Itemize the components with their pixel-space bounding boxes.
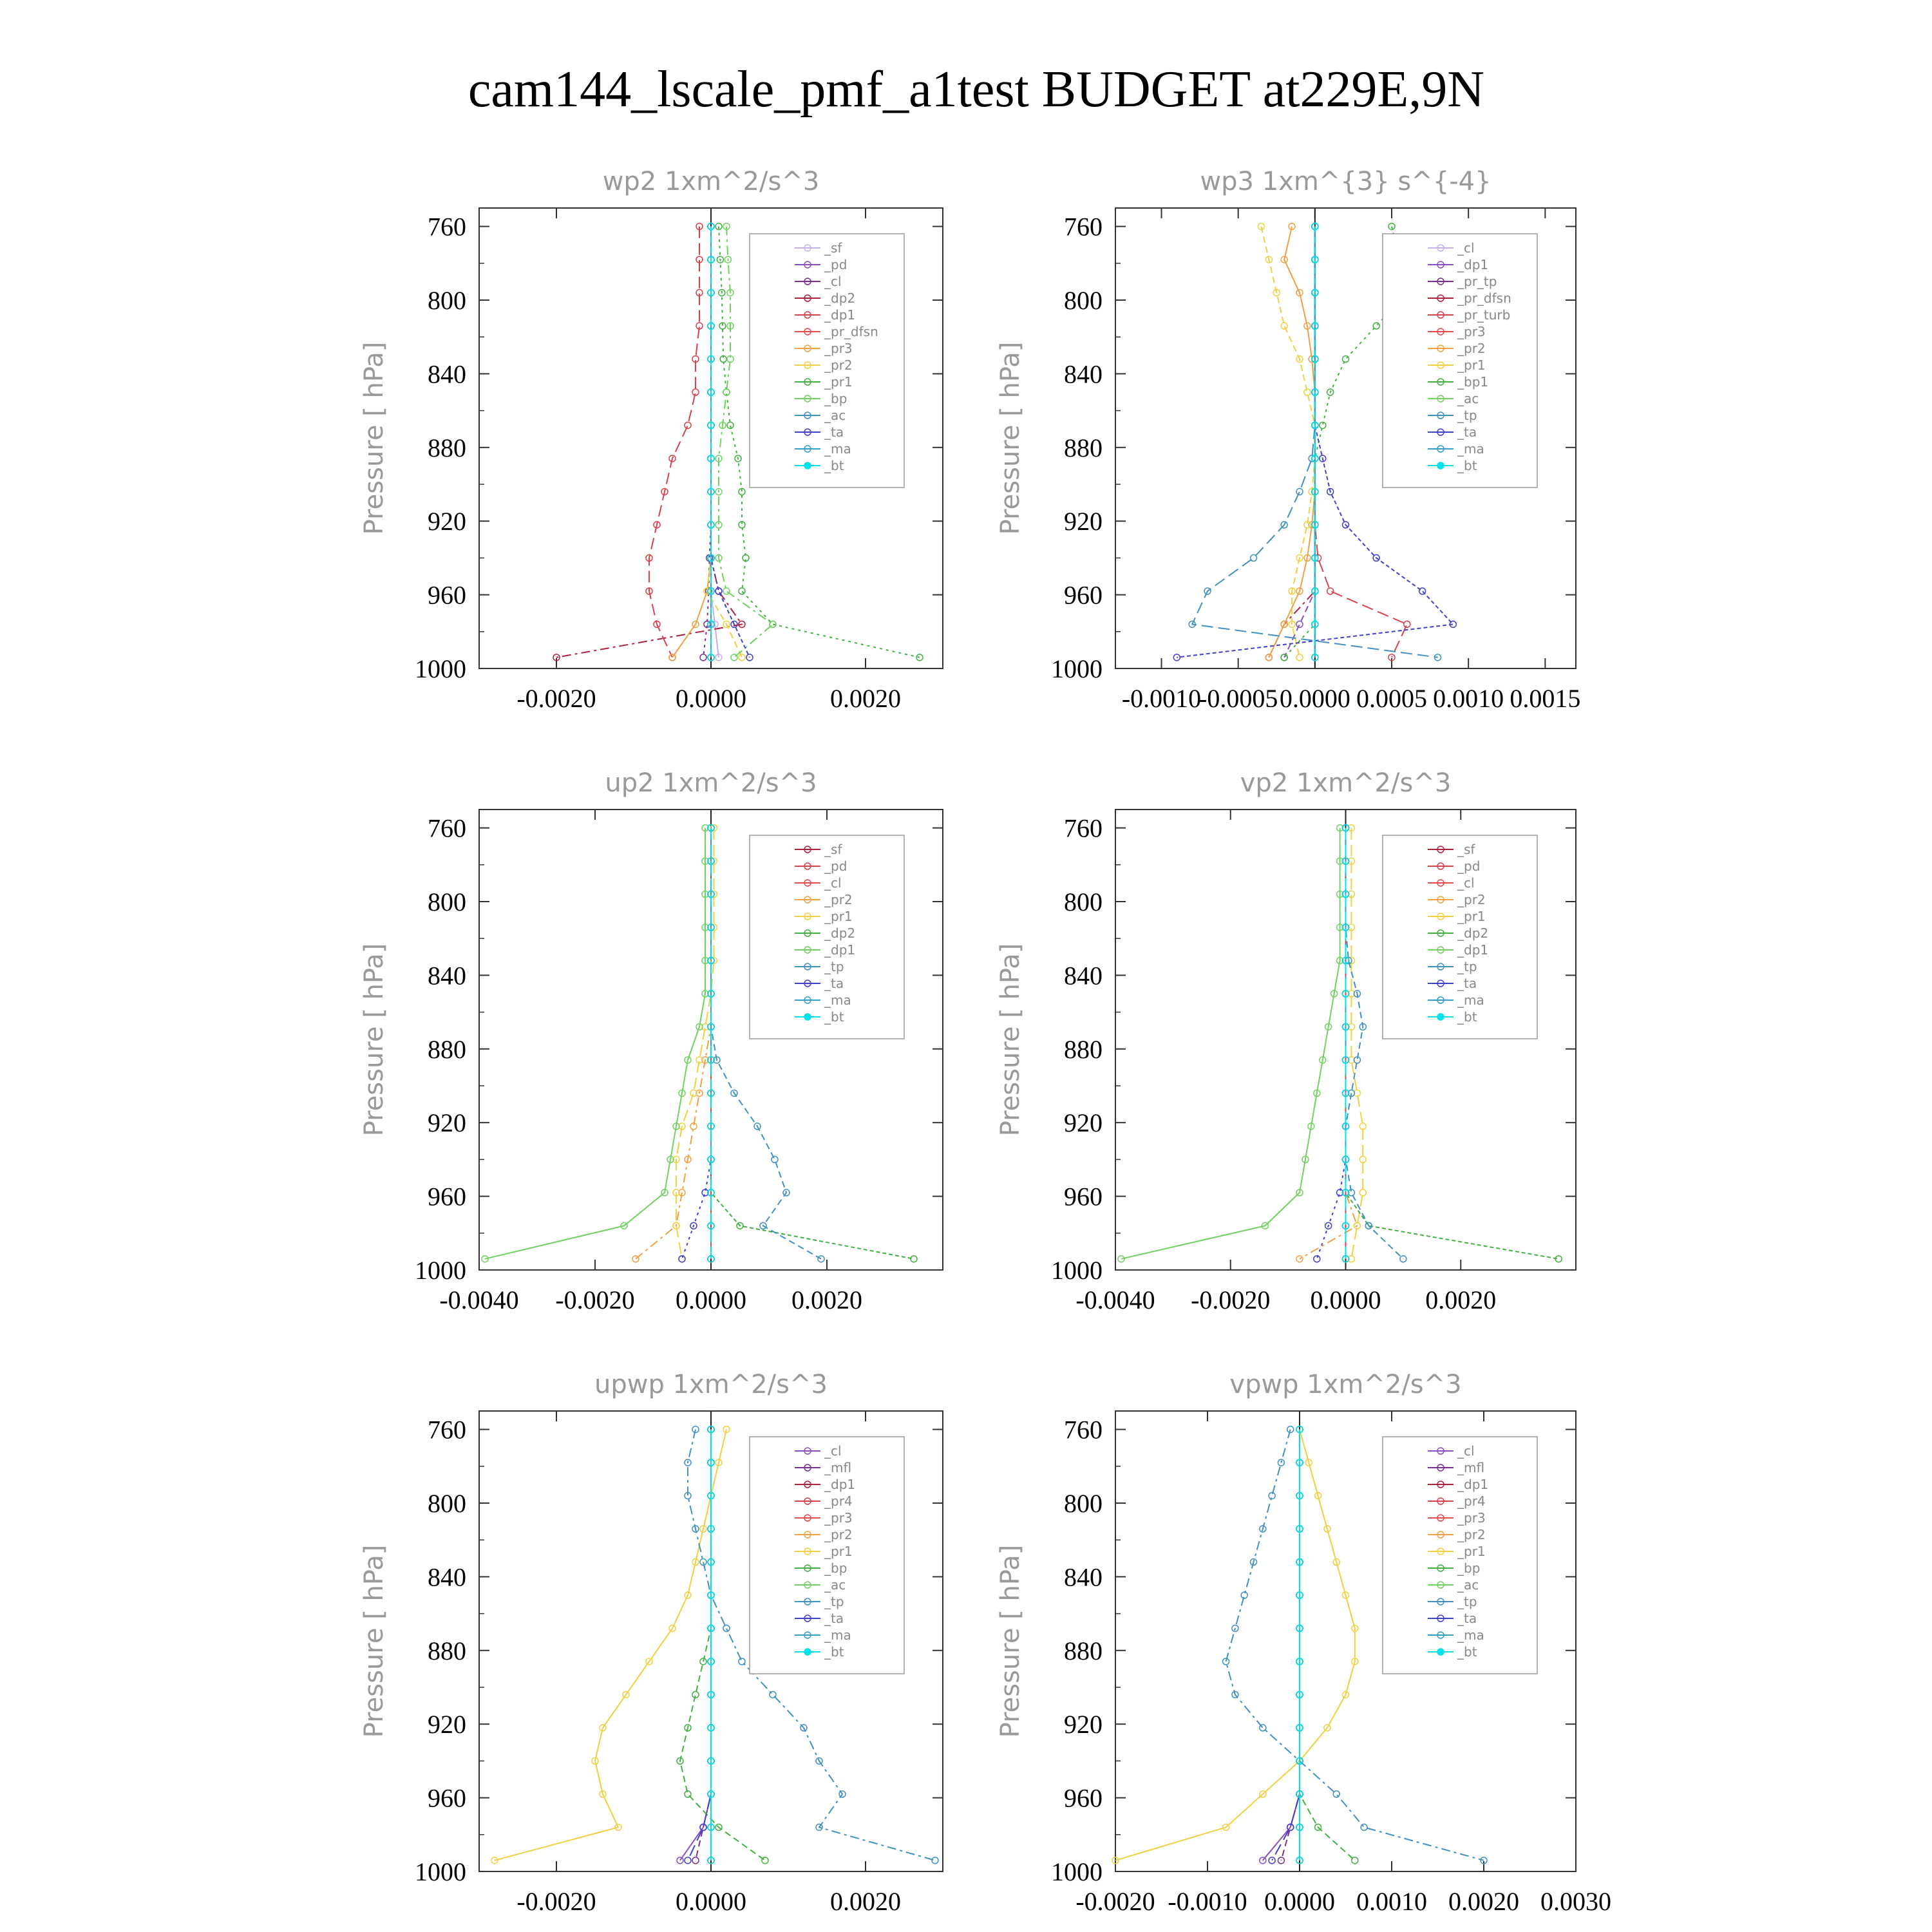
- subplot-title: vpwp 1xm^2/s^3: [1229, 1370, 1462, 1399]
- legend-label: _bp: [824, 1560, 848, 1576]
- legend-label: _dp2: [1457, 925, 1489, 941]
- legend-label: _cl: [824, 875, 842, 891]
- x-tick-label: -0.0020: [555, 1285, 635, 1314]
- data-point: [1269, 1857, 1275, 1864]
- legend-label: _dp1: [824, 307, 856, 323]
- legend-label: _sf: [1457, 842, 1475, 857]
- data-point: [1352, 1857, 1358, 1864]
- data-point: [1251, 554, 1257, 561]
- x-tick-label: 0.0000: [1279, 684, 1350, 713]
- series-line: [682, 828, 711, 1259]
- series-line: [1115, 1430, 1355, 1861]
- y-tick-label: 880: [428, 1636, 466, 1665]
- x-tick-label: -0.0020: [1075, 1887, 1155, 1916]
- y-tick-label: 840: [1064, 1562, 1103, 1592]
- legend-label: _dp1: [824, 942, 856, 958]
- legend-label: _dp2: [824, 925, 856, 941]
- data-point: [1343, 356, 1349, 363]
- y-tick-label: 840: [428, 961, 466, 990]
- y-tick-label: 880: [1064, 1034, 1103, 1064]
- chart-panel-3: [359, 768, 943, 1314]
- data-point: [739, 1658, 745, 1665]
- legend-label: _sf: [824, 240, 842, 256]
- legend-label: _ac: [1457, 1577, 1479, 1593]
- x-tick-label: -0.0010: [1121, 684, 1202, 713]
- legend-label: _pr_tp: [1457, 274, 1497, 289]
- data-point: [1327, 588, 1334, 594]
- legend-label: _ma: [1457, 441, 1484, 457]
- data-point: [723, 1625, 730, 1631]
- legend-label: _mfl: [1457, 1460, 1485, 1475]
- data-point: [762, 1857, 768, 1864]
- x-tick-label: 0.0000: [676, 1887, 746, 1916]
- y-tick-label: 840: [1064, 961, 1103, 990]
- y-axis-label: Pressure [ hPa]: [359, 943, 389, 1137]
- x-tick-label: -0.0040: [439, 1285, 519, 1314]
- data-point: [1278, 1857, 1284, 1864]
- legend-marker: [1437, 1649, 1444, 1655]
- legend: [1383, 835, 1537, 1039]
- data-point: [1296, 654, 1303, 661]
- series-line: [649, 227, 699, 658]
- legend-label: _pr3: [1457, 324, 1486, 339]
- legend-label: _ta: [1457, 976, 1477, 991]
- series-line: [485, 828, 705, 1259]
- data-point: [1260, 1725, 1266, 1731]
- data-point: [1296, 621, 1303, 627]
- x-tick-label: 0.0005: [1356, 684, 1427, 713]
- legend-label: _pr4: [824, 1493, 853, 1509]
- legend-label: _pr1: [824, 374, 853, 390]
- series-line: [1351, 828, 1363, 1259]
- data-point: [692, 1857, 699, 1864]
- legend-marker: [804, 1649, 811, 1655]
- data-point: [677, 1857, 683, 1864]
- legend-marker: [1437, 1014, 1444, 1020]
- legend-label: _dp2: [824, 290, 856, 306]
- data-point: [669, 654, 676, 661]
- legend-label: _cl: [1457, 1443, 1475, 1459]
- subplot-title: wp3 1xm^{3} s^{-4}: [1200, 167, 1492, 196]
- series-line: [1272, 1430, 1300, 1861]
- series-line: [672, 227, 711, 658]
- legend-label: _pr2: [824, 1527, 853, 1542]
- x-tick-label: -0.0020: [516, 1887, 596, 1916]
- legend-label: _cl: [1457, 240, 1475, 256]
- x-tick-label: -0.0020: [516, 684, 596, 713]
- data-point: [731, 654, 737, 661]
- legend-label: _pr2: [1457, 341, 1486, 356]
- x-tick-label: 0.0030: [1540, 1887, 1611, 1916]
- y-tick-label: 760: [428, 1415, 466, 1444]
- figure-title: cam144_lscale_pmf_a1test BUDGET at229E,9N: [468, 61, 1485, 118]
- data-point: [1281, 654, 1287, 661]
- legend-label: _bt: [824, 1644, 844, 1660]
- y-tick-label: 800: [1064, 887, 1103, 916]
- data-point: [1361, 1824, 1367, 1830]
- legend-label: _cl: [1457, 875, 1475, 891]
- y-tick-label: 880: [1064, 433, 1103, 462]
- legend-label: _pr3: [824, 341, 853, 356]
- chart-panel-2: [996, 167, 1580, 713]
- data-point: [1296, 1256, 1303, 1262]
- y-tick-label: 880: [1064, 1636, 1103, 1665]
- y-tick-label: 1000: [415, 1256, 466, 1285]
- legend-label: _dp1: [824, 1477, 856, 1492]
- series-line: [688, 1430, 711, 1861]
- data-point: [700, 654, 706, 661]
- y-tick-label: 1000: [415, 654, 466, 683]
- data-point: [723, 588, 730, 594]
- legend-label: _ac: [824, 1577, 846, 1593]
- legend-label: _tp: [1457, 959, 1477, 974]
- legend-label: _pd: [1457, 858, 1481, 874]
- legend: [750, 234, 904, 488]
- legend-label: _pd: [824, 257, 848, 272]
- legend-label: _ta: [1457, 424, 1477, 440]
- legend-label: _bt: [1457, 1009, 1477, 1025]
- y-tick-label: 960: [428, 1783, 466, 1813]
- y-tick-label: 920: [428, 1710, 466, 1739]
- legend-label: _ma: [824, 441, 851, 457]
- y-tick-label: 800: [1064, 1489, 1103, 1518]
- y-tick-label: 880: [428, 1034, 466, 1064]
- legend-label: _pr2: [1457, 1527, 1486, 1542]
- y-tick-label: 1000: [1051, 1256, 1103, 1285]
- x-tick-label: 0.0020: [830, 1887, 901, 1916]
- subplot-title: upwp 1xm^2/s^3: [594, 1370, 828, 1399]
- y-tick-label: 920: [1064, 1108, 1103, 1138]
- legend-label: _ma: [1457, 992, 1484, 1008]
- legend-label: _ma: [824, 1627, 851, 1643]
- y-tick-label: 920: [1064, 1710, 1103, 1739]
- y-tick-label: 960: [1064, 1182, 1103, 1211]
- y-tick-label: 760: [428, 813, 466, 843]
- legend-label: _pr1: [1457, 357, 1486, 373]
- y-tick-label: 800: [428, 887, 466, 916]
- y-tick-label: 800: [428, 286, 466, 315]
- data-point: [770, 1691, 776, 1698]
- legend-label: _pr3: [1457, 1510, 1486, 1526]
- x-tick-label: -0.0040: [1075, 1285, 1155, 1314]
- data-point: [772, 1156, 778, 1162]
- series-line: [711, 227, 719, 658]
- legend-label: _ta: [824, 976, 844, 991]
- legend-label: _ta: [824, 424, 844, 440]
- x-tick-label: -0.0005: [1198, 684, 1278, 713]
- legend-label: _ta: [824, 1611, 844, 1626]
- data-point: [818, 1256, 824, 1262]
- y-tick-label: 920: [428, 1108, 466, 1138]
- data-point: [1333, 1791, 1340, 1797]
- x-tick-label: 0.0020: [830, 684, 901, 713]
- x-tick-label: 0.0010: [1356, 1887, 1427, 1916]
- y-tick-label: 800: [428, 1489, 466, 1518]
- legend-marker: [1437, 462, 1444, 469]
- x-tick-label: 0.0000: [1264, 1887, 1335, 1916]
- data-point: [1314, 1256, 1320, 1262]
- y-axis-label: Pressure [ hPa]: [996, 341, 1025, 535]
- legend-label: _pr_dfsn: [824, 324, 878, 339]
- legend-marker: [804, 1014, 811, 1020]
- legend-label: _dp1: [1457, 257, 1489, 272]
- y-axis-label: Pressure [ hPa]: [996, 943, 1025, 1137]
- y-tick-label: 960: [428, 1182, 466, 1211]
- data-point: [1404, 621, 1410, 627]
- data-point: [1265, 654, 1272, 661]
- legend-label: _mfl: [824, 1460, 852, 1475]
- legend-label: _pr_dfsn: [1457, 290, 1511, 306]
- data-point: [1296, 488, 1303, 495]
- data-point: [911, 1256, 917, 1262]
- subplot-title: vp2 1xm^2/s^3: [1240, 768, 1452, 798]
- data-point: [1400, 1256, 1406, 1262]
- legend-label: _pr2: [1457, 892, 1486, 907]
- legend-label: _pr_turb: [1457, 307, 1511, 323]
- legend-label: _pr3: [824, 1510, 853, 1526]
- legend-label: _bp1: [1457, 374, 1489, 390]
- y-tick-label: 760: [1064, 212, 1103, 242]
- legend-label: _dp1: [1457, 942, 1489, 958]
- x-tick-label: 0.0015: [1510, 684, 1581, 713]
- y-tick-label: 960: [1064, 580, 1103, 610]
- legend-label: _bp: [1457, 1560, 1481, 1576]
- y-tick-label: 1000: [1051, 654, 1103, 683]
- legend-label: _pr4: [1457, 1493, 1486, 1509]
- series-line: [1261, 227, 1314, 658]
- legend-label: _tp: [1457, 408, 1477, 423]
- series-line: [1317, 828, 1346, 1259]
- x-tick-label: 0.0020: [791, 1285, 862, 1314]
- legend-label: _pd: [824, 858, 848, 874]
- legend-label: _cl: [824, 274, 842, 289]
- chart-panel-5: [359, 1370, 943, 1916]
- legend-label: _pr2: [824, 357, 853, 373]
- y-tick-label: 1000: [415, 1857, 466, 1886]
- subplot-title: up2 1xm^2/s^3: [605, 768, 817, 798]
- y-tick-label: 920: [428, 507, 466, 536]
- legend-label: _bt: [1457, 1644, 1477, 1660]
- y-axis-label: Pressure [ hPa]: [359, 341, 389, 535]
- y-axis-label: Pressure [ hPa]: [359, 1544, 389, 1738]
- legend-label: _tp: [1457, 1594, 1477, 1609]
- legend-label: _dp1: [1457, 1477, 1489, 1492]
- x-tick-label: 0.0000: [676, 1285, 746, 1314]
- legend-label: _ta: [1457, 1611, 1477, 1626]
- y-tick-label: 920: [1064, 507, 1103, 536]
- legend-label: _tp: [824, 959, 844, 974]
- x-tick-label: -0.0010: [1168, 1887, 1247, 1916]
- y-tick-label: 840: [428, 1562, 466, 1592]
- y-tick-label: 1000: [1051, 1857, 1103, 1886]
- data-point: [1260, 1857, 1266, 1864]
- legend-label: _ma: [1457, 1627, 1484, 1643]
- legend-label: _ac: [1457, 391, 1479, 406]
- legend: [1383, 1437, 1537, 1674]
- legend: [750, 835, 904, 1039]
- y-tick-label: 840: [428, 359, 466, 389]
- legend: [750, 1437, 904, 1674]
- legend-label: _ma: [824, 992, 851, 1008]
- data-point: [1359, 1156, 1366, 1162]
- x-tick-label: -0.0020: [1191, 1285, 1271, 1314]
- x-tick-label: 0.0000: [676, 684, 746, 713]
- series-line: [495, 1430, 726, 1861]
- legend-label: _cl: [824, 1443, 842, 1459]
- legend-label: _pr1: [1457, 1544, 1486, 1559]
- y-tick-label: 880: [428, 433, 466, 462]
- y-tick-label: 960: [428, 580, 466, 610]
- legend-label: _pr2: [824, 892, 853, 907]
- legend-label: _tp: [824, 1594, 844, 1609]
- legend: [1383, 234, 1537, 488]
- legend-marker: [804, 462, 811, 469]
- y-axis-label: Pressure [ hPa]: [996, 1544, 1025, 1738]
- chart-panel-1: [359, 167, 943, 713]
- y-tick-label: 760: [1064, 813, 1103, 843]
- chart-panel-4: [996, 768, 1576, 1314]
- x-tick-label: 0.0010: [1433, 684, 1504, 713]
- legend-label: _bt: [824, 1009, 844, 1025]
- x-tick-label: 0.0020: [1425, 1285, 1497, 1314]
- legend-label: _bt: [824, 458, 844, 473]
- series-line: [1300, 1430, 1355, 1861]
- data-point: [632, 1256, 639, 1262]
- data-point: [1373, 323, 1379, 329]
- data-point: [679, 1256, 685, 1262]
- y-tick-label: 960: [1064, 1783, 1103, 1813]
- data-point: [685, 422, 691, 428]
- legend-label: _pr1: [1457, 909, 1486, 924]
- legend-label: _ac: [824, 408, 846, 423]
- y-tick-label: 760: [428, 212, 466, 242]
- legend-label: _pr1: [824, 909, 853, 924]
- data-point: [1419, 588, 1426, 594]
- series-line: [1263, 1430, 1300, 1861]
- x-tick-label: 0.0000: [1310, 1285, 1381, 1314]
- data-point: [739, 654, 745, 661]
- data-point: [685, 1857, 691, 1864]
- y-tick-label: 840: [1064, 359, 1103, 389]
- legend-label: _pr1: [824, 1544, 853, 1559]
- x-tick-label: 0.0020: [1448, 1887, 1519, 1916]
- legend-label: _bt: [1457, 458, 1477, 473]
- data-point: [1359, 1189, 1366, 1196]
- y-tick-label: 760: [1064, 1415, 1103, 1444]
- series-line: [1121, 828, 1340, 1259]
- data-point: [1281, 323, 1287, 329]
- legend-label: _bp: [824, 391, 848, 406]
- legend-label: _sf: [824, 842, 842, 857]
- subplot-title: wp2 1xm^2/s^3: [602, 167, 820, 196]
- data-point: [739, 588, 745, 594]
- chart-panel-6: [996, 1370, 1611, 1916]
- data-point: [746, 654, 753, 661]
- y-tick-label: 800: [1064, 286, 1103, 315]
